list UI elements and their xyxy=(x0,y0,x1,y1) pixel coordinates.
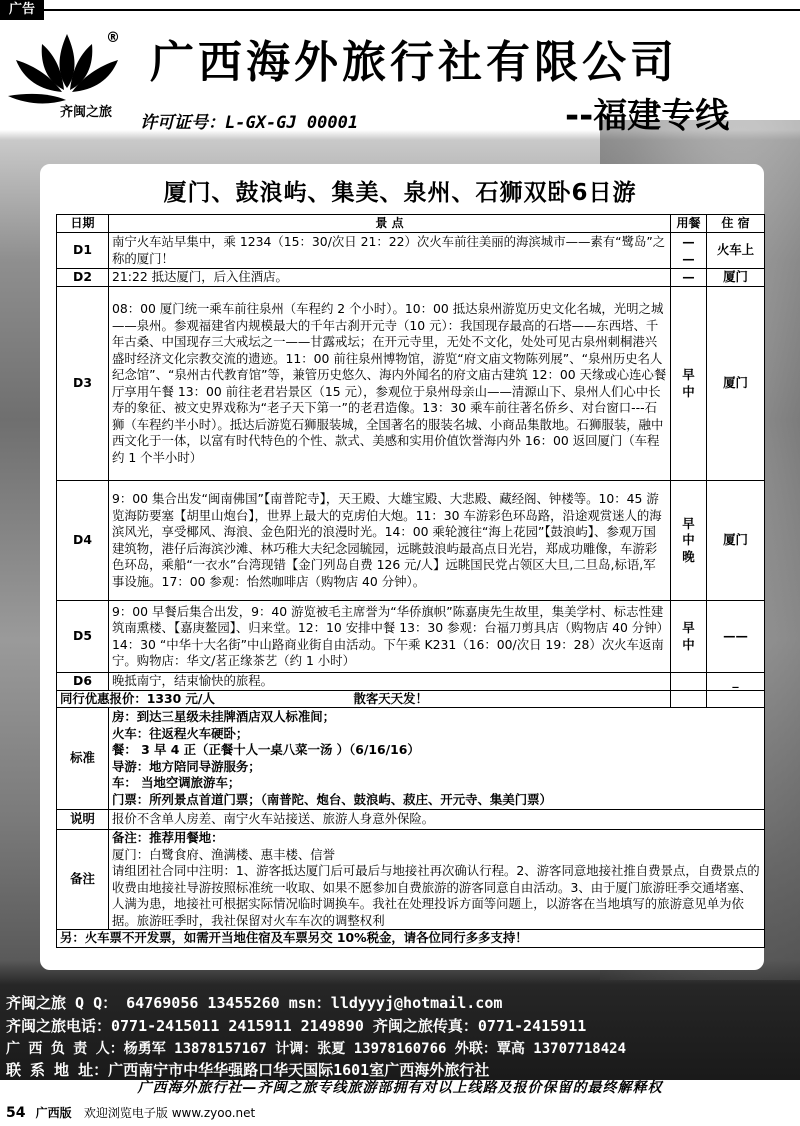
logo-text: 齐闽之旅 xyxy=(60,105,113,118)
day-cell: D3 xyxy=(57,287,109,481)
day-cell: D6 xyxy=(57,673,109,691)
table-row xyxy=(57,673,765,691)
note-label: 说明 xyxy=(57,810,109,830)
footer-row xyxy=(57,930,765,948)
header-meal: 用餐 xyxy=(671,215,707,233)
standard-line: 房：到达三星级未挂牌酒店双人标准间； xyxy=(112,709,336,724)
day-desc: 21:22 抵达厦门，后入住酒店。 xyxy=(109,269,671,287)
meal-cell: — xyxy=(671,269,707,287)
meal-cell: — — xyxy=(671,233,707,269)
standard-line: 门票：所列景点首道门票；（南普陀、炮台、鼓浪屿、菽庄、开元寺、集美门票） xyxy=(112,791,552,807)
day-cell: D1 xyxy=(57,233,109,269)
standard-line: 火车：往返程火车硬卧； xyxy=(112,725,249,741)
price-empty-cell xyxy=(671,690,707,708)
company-name: 广西海外旅行社有限公司 xyxy=(150,37,678,88)
license-number: 许可证号：L-GX-GJ 00001 xyxy=(140,113,359,133)
note-text: 报价不含单人房差、南宁火车站接送、旅游人身意外保险。 xyxy=(109,810,765,830)
standard-label: 标准 xyxy=(57,708,109,810)
remarks-label: 备注 xyxy=(57,830,109,930)
table-row xyxy=(57,269,765,287)
standard-line: 餐： 3 早 4 正（正餐十人一桌八菜一汤 ）（6/16/16） xyxy=(112,742,420,757)
note-row xyxy=(57,810,765,830)
price-empty-cell xyxy=(707,690,765,708)
price-row xyxy=(57,690,765,708)
stay-cell: 火车上 xyxy=(707,233,765,269)
page-number: 54 xyxy=(6,1105,26,1121)
standard-row xyxy=(57,708,765,810)
stay-cell: 厦门 xyxy=(707,287,765,481)
day-cell: D2 xyxy=(57,269,109,287)
stay-cell: _ xyxy=(707,673,765,691)
stay-cell: 厦门 xyxy=(707,481,765,601)
day-desc: 9：00 早餐后集合出发，9：40 游览被毛主席誉为“华侨旗帜”陈嘉庚先生故里，集美学村、标志性建筑南熏楼、【嘉庚鳌园】、归来堂。12：10 安排中餐 13：30 参观：台福刀剪具店（购物店 40 分钟）14：30 “中华十大名街”中山路商业街自由活动。下午乘 K231（16：00/次日 19：28）次火车返南宁。购物店：华文/茗正缘茶艺（约 1 小时） xyxy=(109,601,671,673)
meal-cell: 早 中 晚 xyxy=(671,481,707,601)
contact-phone: 齐闽之旅电话：0771-2415011 2415911 2149890 齐闽之旅传真：0771-2415911 xyxy=(6,1017,587,1035)
day-cell: D4 xyxy=(57,481,109,601)
header-stay: 住 宿 xyxy=(707,215,765,233)
registered-mark: ® xyxy=(106,30,120,46)
header-day: 日期 xyxy=(57,215,109,233)
contact-manager: 广 西 负 责 人：杨勇军 13878157167 计调：张夏 13978160766 外联：覃高 13707718424 xyxy=(6,1041,627,1057)
standard-line: 车： 当地空调旅游车； xyxy=(112,775,241,790)
remarks-line: 请组团社合同中注明：1、游客抵达厦门后可最后与地接社再次确认行程。2、游客同意地接社推自费景点，自费景点的收费由地接社导游按照标准统一收取、如果不愿参加自费旅游的游客同意自由活动。3、由于厦门旅游旺季交通堵塞、人满为患，地接社可根据实际情况临时调换车。我社在处理投诉方面等问题上，以游客在当地填写的旅游意见单为依据。旅游旺季时，我社保留对火车车次的调整权利 xyxy=(112,863,760,928)
stay-cell: —— xyxy=(707,601,765,673)
price-text: 同行优惠报价：1330 元/人 xyxy=(60,690,215,706)
remarks-content xyxy=(109,830,765,930)
day-desc: 南宁火车站早集中，乘 1234（15：30/次日 21：22）次火车前往美丽的海滨城市——素有“鹭岛”之称的厦门！ xyxy=(109,233,671,269)
day-cell: D5 xyxy=(57,601,109,673)
standard-content xyxy=(109,708,765,810)
contact-qq: 齐闽之旅 Q Q： 64769056 13455260 msn：lldyyyj@hotmail.com xyxy=(6,994,503,1012)
footer-note: 广西海外旅行社—齐闽之旅专线旅游部拥有对以上线路及报价保留的最终解释权 xyxy=(137,1080,663,1096)
table-header-row xyxy=(57,215,765,233)
contact-address: 联 系 地 址：广西南宁市中华华强路口华天国际1601室广西海外旅行社 xyxy=(6,1061,490,1079)
edition-label: 广西版 xyxy=(35,1106,72,1120)
price-note: 散客天天发！ xyxy=(353,690,428,706)
remarks-line: 备注：推荐用餐地： xyxy=(112,830,224,845)
site-label: 欢迎浏览电子版 www.zyoo.net xyxy=(83,1106,256,1120)
meal-cell: 早 中 xyxy=(671,287,707,481)
stay-cell: 厦门 xyxy=(707,269,765,287)
day-desc: 晚抵南宁，结束愉快的旅程。 xyxy=(109,673,671,691)
ad-tag: 广告 xyxy=(0,0,44,20)
table-row xyxy=(57,481,765,601)
meal-cell xyxy=(671,673,707,691)
table-row xyxy=(57,287,765,481)
bottom-bar xyxy=(6,1104,255,1121)
table-row xyxy=(57,601,765,673)
standard-line: 导游：地方陪同导游服务； xyxy=(112,758,261,774)
day-desc: 9：00 集合出发“闽南佛国”【南普陀寺】，天王殿、大雄宝殿、大悲殿、藏经阁、钟楼等。10：45 游览海防要塞【胡里山炮台】，世界上最大的克虏伯大炮。11：30 车游彩色环岛路，沿途观赏迷人的海滨风光，享受椰风、海浪、金色阳光的浪漫时光。14：00 乘轮渡往“海上花园”【鼓浪屿】、参观万国建筑物，港仔后海滨沙滩、林巧稚大夫纪念园毓园，远眺鼓浪屿最高点日光岩，郑成功雕像，车游彩色环岛，乘船“一衣水”台湾现错【金门列岛自费 126 元/人】远眺国民党占领区大旦,二旦岛,标语,军事设施。17：00 参观：怡然咖啡店（购物店 40 分钟）。 xyxy=(109,481,671,601)
day-desc: 08：00 厦门统一乘车前往泉州（车程约 2 个小时）。10：00 抵达泉州游览历史文化名城，光明之城——泉州。参观福建省内规模最大的千年古刹开元寺（10 元）：我国现存最高的石塔——东西塔、千年古桑、中国现存三大戒坛之一——甘露戒坛；在开元寺里，无处不文化，处处可见古泉州刺桐港兴盛时经济文化宗教交流的遗迹。11：00 前往泉州博物馆，游览“府文庙文物陈列展”、“泉州历史名人纪念馆”、“泉州古代教育馆”等，兼管历史悠久、海内外闻名的府文庙古建筑 12：00 天缘或心连心餐厅享用午餐 13：00 前往老君岩景区（15 元），参观位于泉州母亲山——清源山下、泉州人们心中长寿的象征、被文史界戏称为“老子天下第一”的老君造像。13：30 乘车前往著名侨乡、对台窗口---石狮（车程约半小时）。抵达后游览石狮服装城，全国著名的服装名城、小商品集散地。石狮服装，融中西文化于一体，以富有时代特色的个性、款式、美感和实用价值饮誉海内外 16：00 返回厦门（车程约 1 个半小时） xyxy=(109,287,671,481)
header-sights: 景 点 xyxy=(109,215,671,233)
meal-cell: 早 中 xyxy=(671,601,707,673)
footer-line: 另：火车票不开发票，如需开当地住宿及车票另交 10%税金，请各位同行多多支持！ xyxy=(57,930,765,948)
top-rule xyxy=(44,9,800,11)
price-label xyxy=(57,690,671,708)
table-row xyxy=(57,233,765,269)
remarks-row xyxy=(57,830,765,930)
tour-title: 厦门、鼓浪屿、集美、泉州、石狮双卧6日游 xyxy=(163,180,637,206)
remarks-line: 厦门：白鹭食府、渔满楼、惠丰楼、信誉 xyxy=(112,846,336,862)
subtitle: --福建专线 xyxy=(565,96,730,136)
itinerary-table xyxy=(56,214,765,948)
